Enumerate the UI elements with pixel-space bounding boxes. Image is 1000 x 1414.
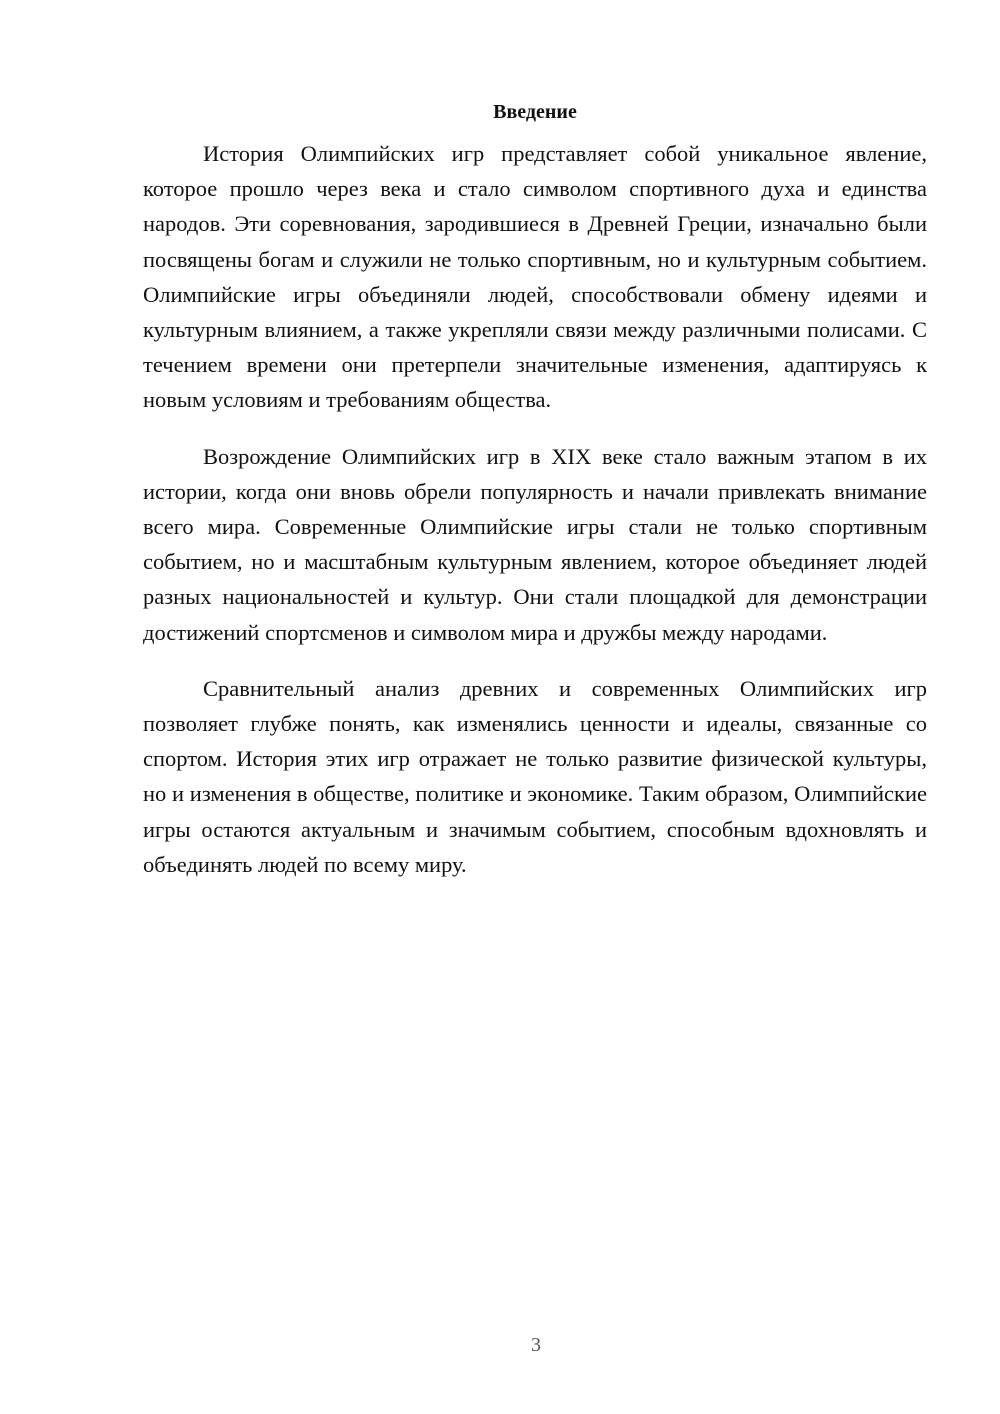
section-heading: Введение <box>493 101 577 123</box>
page-number: 3 <box>531 1334 541 1356</box>
page-content <box>143 96 927 903</box>
paragraph-3: Сравнительный анализ древних и современных Олимпийских игр позволяет глубже понять, как изменялись ценности и идеалы, связанные со спортом. История этих игр отражает не только развитие физической культуры, но и изменения в обществе, политике и экономике. Таким образом, Олимпийские игры остаются актуальным и значимым событием, способным вдохновлять и объединять людей по всему миру. <box>143 675 927 877</box>
paragraph-1: История Олимпийских игр представляет собой уникальное явление, которое прошло через века и стало символом спортивного духа и единства народов. Эти соревнования, зародившиеся в Древней Греции, изначально были посвящены богам и служили не только спортивным, но и культурным событием. Олимпийские игры объединяли людей, способствовали обмену идеями и культурным влиянием, а также укрепляли связи между различными полисами. С течением времени они претерпели значительные изменения, адаптируясь к новым условиям и требованиям общества. <box>143 141 927 413</box>
paragraph-2: Возрождение Олимпийских игр в XIX веке стало важным этапом в их истории, когда они вновь обрели популярность и начали привлекать внимание всего мира. Современные Олимпийские игры стали не только спортивным событием, но и масштабным культурным явлением, которое объединяет людей разных национальностей и культур. Они стали площадкой для демонстрации достижений спортсменов и символом мира и дружбы между народами. <box>143 443 927 645</box>
